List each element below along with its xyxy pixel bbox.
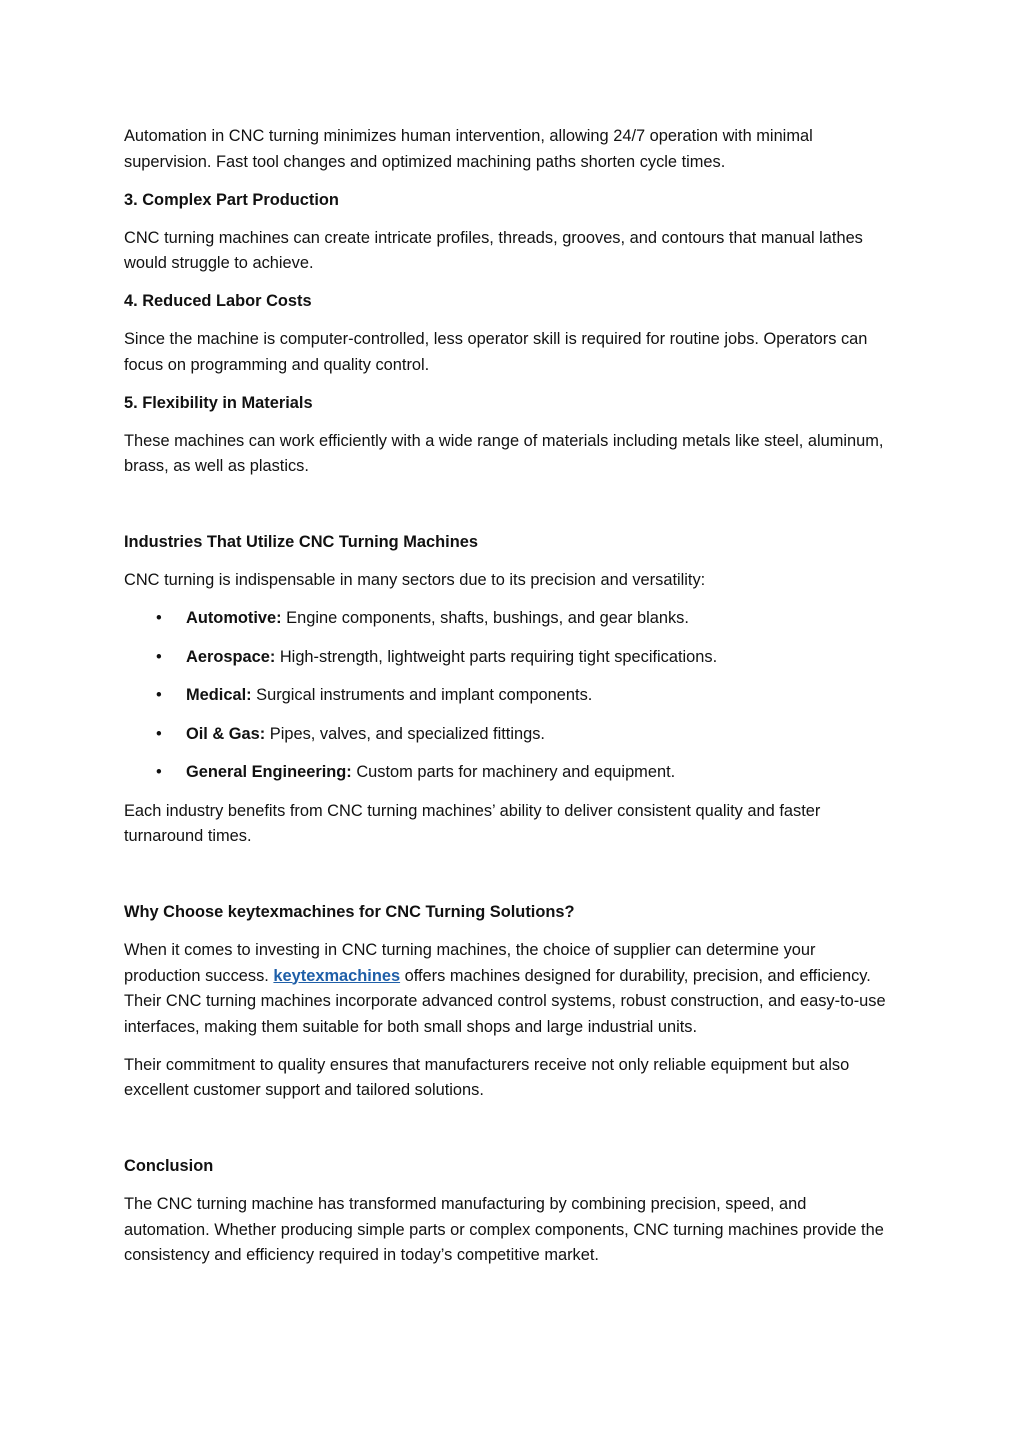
keytexmachines-link[interactable]: keytexmachines xyxy=(273,966,401,985)
list-item-label: Oil & Gas: xyxy=(186,724,266,743)
why-text-after-link: offers machines designed for durability, precision, and efficiency. Their CNC turning machines incorporate advanced control systems, robust construction, and easy-to-use interfaces, making them suitable for both small shops and large industrial units. xyxy=(124,966,886,1036)
list-item-label: Aerospace: xyxy=(186,647,276,666)
list-item-medical xyxy=(124,683,894,709)
bullet-icon: • xyxy=(156,609,162,627)
intro-paragraph: Automation in CNC turning minimizes human intervention, allowing 24/7 operation with minimal supervision. Fast tool changes and optimized machining paths shorten cycle times. xyxy=(124,127,813,171)
flexibility-in-materials-paragraph: These machines can work efficiently with a wide range of materials including metals like steel, aluminum, brass, as well as plastics. xyxy=(124,431,884,475)
bullet-icon: • xyxy=(156,647,162,666)
heading-complex-part-production: 3. Complex Part Production xyxy=(124,190,339,209)
bullet-icon: • xyxy=(156,724,162,743)
commitment-paragraph: Their commitment to quality ensures that manufacturers receive not only reliable equipment but also excellent customer support and tailored solutions. xyxy=(124,1055,850,1099)
list-item-label: Automotive: xyxy=(186,609,282,627)
list-item-general-engineering xyxy=(124,760,894,786)
heading-flexibility-in-materials: 5. Flexibility in Materials xyxy=(124,393,313,412)
list-item-text: Custom parts for machinery and equipment. xyxy=(351,763,676,781)
list-item-automotive xyxy=(124,606,894,632)
section-spacer xyxy=(124,492,894,530)
complex-part-production-paragraph: CNC turning machines can create intricate profiles, threads, grooves, and contours that manual lathes would struggle to achieve. xyxy=(124,228,863,272)
list-item-oil-gas xyxy=(124,722,894,748)
document-page xyxy=(124,124,894,1281)
list-item-text: Pipes, valves, and specialized fittings. xyxy=(265,724,545,743)
list-item-label: General Engineering: xyxy=(186,763,352,781)
list-item-aerospace xyxy=(124,645,894,671)
heading-reduced-labor-costs: 4. Reduced Labor Costs xyxy=(124,292,312,310)
industries-list xyxy=(124,606,894,786)
section-spacer xyxy=(124,862,894,900)
conclusion-paragraph: The CNC turning machine has transformed manufacturing by combining precision, speed, and automation. Whether producing simple parts or complex components, CNC turning machines provide the consistency and efficiency required in today’s competitive market. xyxy=(124,1195,884,1264)
list-item-label: Medical: xyxy=(186,686,252,704)
bullet-icon: • xyxy=(156,763,162,781)
reduced-labor-costs-paragraph: Since the machine is computer-controlled, less operator skill is required for routine jobs. Operators can focus on programming and quality control. xyxy=(124,330,868,374)
heading-conclusion: Conclusion xyxy=(124,1157,214,1175)
heading-industries: Industries That Utilize CNC Turning Machines xyxy=(124,533,478,551)
list-item-text: Surgical instruments and implant components. xyxy=(251,686,593,704)
industries-intro-paragraph: CNC turning is indispensable in many sectors due to its precision and versatility: xyxy=(124,571,706,589)
list-item-text: Engine components, shafts, bushings, and gear blanks. xyxy=(281,609,689,627)
heading-why-choose: Why Choose keytexmachines for CNC Turning Solutions? xyxy=(124,903,575,921)
why-text-before-link: When it comes to investing in CNC turning machines, the choice of supplier can determine your production success. xyxy=(124,941,816,985)
industries-outro-paragraph: Each industry benefits from CNC turning machines’ ability to deliver consistent quality and faster turnaround times. xyxy=(124,801,821,845)
why-choose-paragraph xyxy=(124,938,894,1040)
bullet-icon: • xyxy=(156,686,162,704)
list-item-text: High-strength, lightweight parts requiring tight specifications. xyxy=(275,647,718,666)
section-spacer xyxy=(124,1116,894,1154)
